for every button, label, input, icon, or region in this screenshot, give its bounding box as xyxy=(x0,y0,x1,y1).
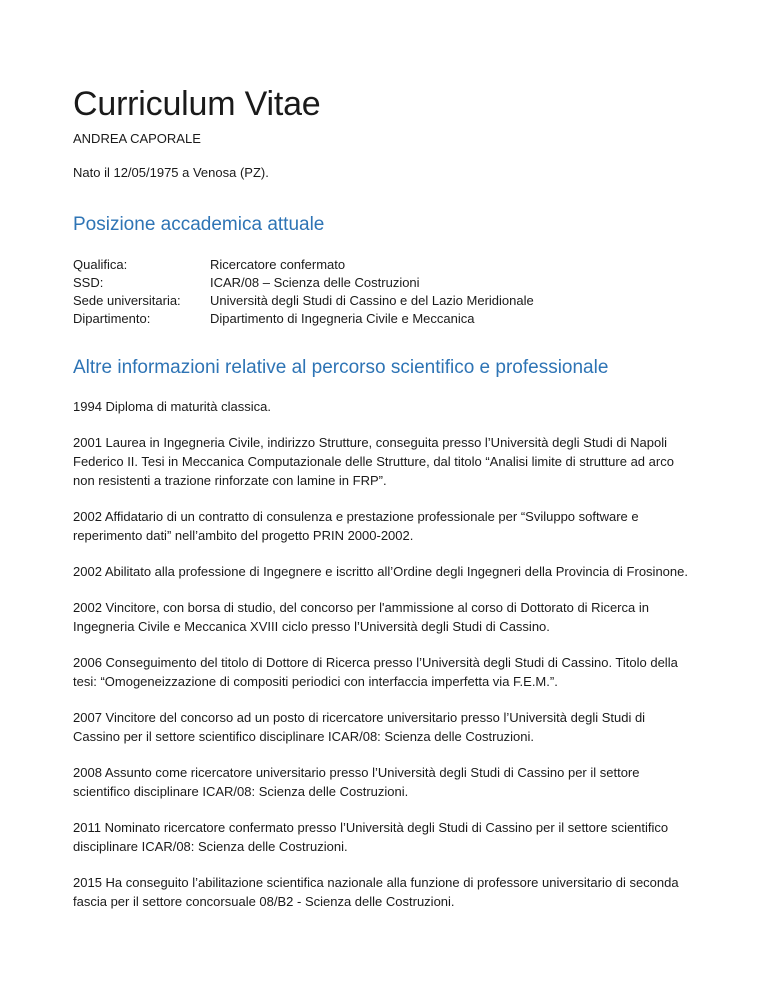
career-entry: 2011 Nominato ricercatore confermato presso l’Università degli Studi di Cassino per il settore scientifico disciplinare ICAR/08: Scienza delle Costruzioni. xyxy=(73,820,669,854)
career-entries xyxy=(73,397,693,911)
career-entry: 2015 Ha conseguito l’abilitazione scientifica nazionale alla funzione di professore universitario di seconda fascia per il settore concorsuale 08/B2 - Scienza delle Costruzioni. xyxy=(73,875,679,909)
document-page xyxy=(73,82,693,928)
info-value: Dipartimento di Ingegneria Civile e Meccanica xyxy=(210,311,475,326)
info-label: Dipartimento: xyxy=(73,311,151,326)
info-row-qualifica xyxy=(73,256,693,274)
document-title: Curriculum Vitae xyxy=(73,85,321,123)
career-entry: 2006 Conseguimento del titolo di Dottore di Ricerca presso l’Università degli Studi di Cassino. Titolo della tesi: “Omogeneizzazione di compositi periodici con interfaccia imperfetta via F.E.M.”. xyxy=(73,655,678,689)
position-info-table xyxy=(73,256,693,328)
info-row-dipartimento xyxy=(73,310,693,328)
info-row-ssd xyxy=(73,274,693,292)
info-row-sede xyxy=(73,292,693,310)
info-label: SSD: xyxy=(73,275,104,290)
career-entry: 2002 Abilitato alla professione di Ingegnere e iscritto all’Ordine degli Ingegneri della Provincia di Frosinone. xyxy=(73,564,688,579)
career-entry: 2002 Affidatario di un contratto di consulenza e prestazione professionale per “Sviluppo software e reperimento dati” nell’ambito del progetto PRIN 2000-2002. xyxy=(73,509,639,543)
info-label: Sede universitaria: xyxy=(73,293,181,308)
info-value: Ricercatore confermato xyxy=(210,257,346,272)
author-name: ANDREA CAPORALE xyxy=(73,131,201,146)
section-heading-other-info: Altre informazioni relative al percorso scientifico e professionale xyxy=(73,357,609,378)
career-entry: 2002 Vincitore, con borsa di studio, del concorso per l'ammissione al corso di Dottorato di Ricerca in Ingegneria Civile e Meccanica XVIII ciclo presso l’Università degli Studi di Cassino. xyxy=(73,600,649,634)
career-entry: 2008 Assunto come ricercatore universitario presso l’Università degli Studi di Cassino per il settore scientifico disciplinare ICAR/08: Scienza delle Costruzioni. xyxy=(73,765,640,799)
career-entry: 2007 Vincitore del concorso ad un posto di ricercatore universitario presso l’Università degli Studi di Cassino per il settore scientifico disciplinare ICAR/08: Scienza delle Costruzioni. xyxy=(73,710,646,744)
section-heading-position: Posizione accademica attuale xyxy=(73,214,325,235)
birth-info: Nato il 12/05/1975 a Venosa (PZ). xyxy=(73,165,269,180)
info-value: Università degli Studi di Cassino e del Lazio Meridionale xyxy=(210,293,534,308)
info-value: ICAR/08 – Scienza delle Costruzioni xyxy=(210,275,420,290)
career-entry: 1994 Diploma di maturità classica. xyxy=(73,399,271,414)
career-entry: 2001 Laurea in Ingegneria Civile, indirizzo Strutture, conseguita presso l’Università degli Studi di Napoli Federico II. Tesi in Meccanica Computazionale delle Strutture, dal titolo “Analisi limite di strutture ad arco non resistenti a trazione rinforzate con lamine in FRP”. xyxy=(73,435,674,488)
info-label: Qualifica: xyxy=(73,257,128,272)
